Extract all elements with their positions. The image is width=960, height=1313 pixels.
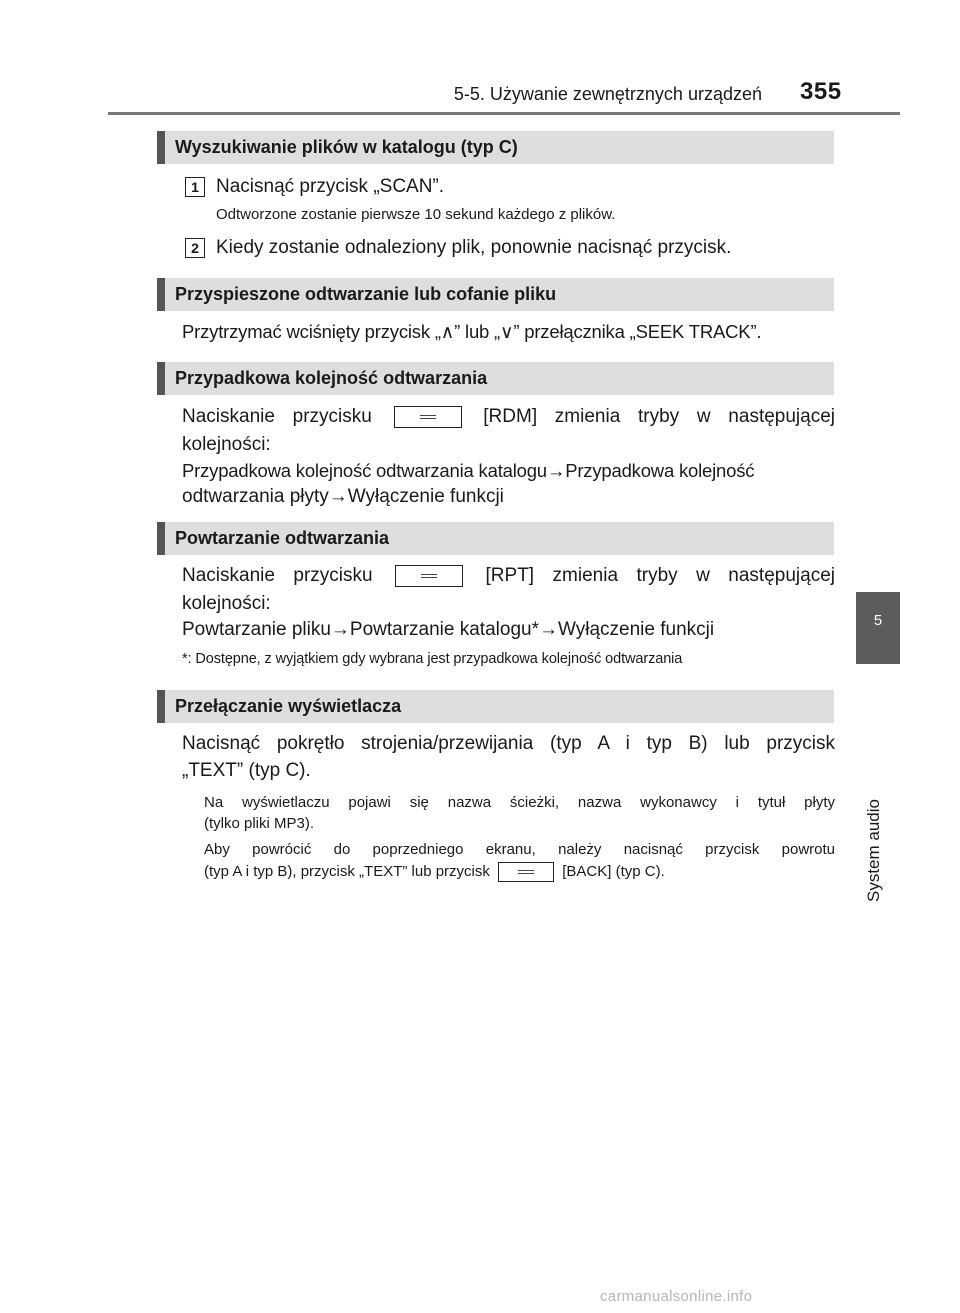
step-note-1: Odtworzone zostanie pierwsze 10 sekund każdego z plików. [216,206,616,223]
note-line: Aby powrócić do poprzedniego ekranu, należy nacisnąć przycisk powrotu [204,841,835,858]
paragraph-line [182,561,835,591]
note-line: (tylko pliki MP3). [204,815,315,832]
section-heading: Powtarzanie odtwarzania [157,522,834,555]
text: [RPT] zmienia tryby w następującej [485,565,835,586]
chapter-tab: 5 [856,592,900,664]
section-heading: Przyspieszone odtwarzanie lub cofanie pliku [157,278,834,311]
note-line: Na wyświetlaczu pojawi się nazwa ścieżki, nazwa wykonawcy i tytuł płyty [204,794,835,811]
rdm-button-icon [394,406,462,428]
paragraph-line: Powtarzanie pliku→Powtarzanie katalogu*→Wyłączenie funkcji [182,619,715,640]
step-text-1: Nacisnąć przycisk „SCAN”. [216,176,445,197]
running-header: 5-5. Używanie zewnętrznych urządzeń [453,84,762,104]
paragraph-line: odtwarzania płyty→Wyłączenie funkcji [182,486,504,507]
paragraph-line: kolejności: [182,434,271,455]
step-number-2: 2 [185,238,205,258]
footnote: *: Dostępne, z wyjątkiem gdy wybrana jest przypadkowa kolejność odtwarzania [182,651,683,667]
text: (typ A i typ B), przycisk „TEXT” lub przycisk [204,863,490,880]
chapter-label [862,678,886,902]
step-text-2: Kiedy zostanie odnaleziony plik, ponownie nacisnąć przycisk. [216,237,732,258]
text: Naciskanie przycisku [182,565,373,586]
note-line [204,861,835,883]
text: [BACK] (typ C). [562,863,665,880]
paragraph-line: Przypadkowa kolejność odtwarzania katalogu→Przypadkowa kolejność [182,460,755,481]
paragraph-line: „TEXT” (typ C). [182,760,311,781]
paragraph-line [182,402,835,432]
header-divider [108,112,900,115]
paragraph-line: kolejności: [182,593,271,614]
text: [RDM] zmienia tryby w następującej [483,406,835,427]
page-number: 355 [800,78,842,105]
text: Naciskanie przycisku [182,406,372,427]
watermark: carmanualsonline.info [600,1288,753,1305]
rpt-button-icon [395,565,463,587]
back-button-icon [498,862,554,882]
paragraph: Przytrzymać wciśnięty przycisk „∧” lub „∨” przełącznika „SEEK TRACK”. [182,321,762,342]
chapter-label-text: System audio [864,799,883,902]
section-heading: Przypadkowa kolejność odtwarzania [157,362,834,395]
section-heading: Przełączanie wyświetlacza [157,690,834,723]
section-heading: Wyszukiwanie plików w katalogu (typ C) [157,131,834,164]
step-number-1: 1 [185,177,205,197]
paragraph-line: Nacisnąć pokrętło strojenia/przewijania (typ A i typ B) lub przycisk [182,733,835,754]
